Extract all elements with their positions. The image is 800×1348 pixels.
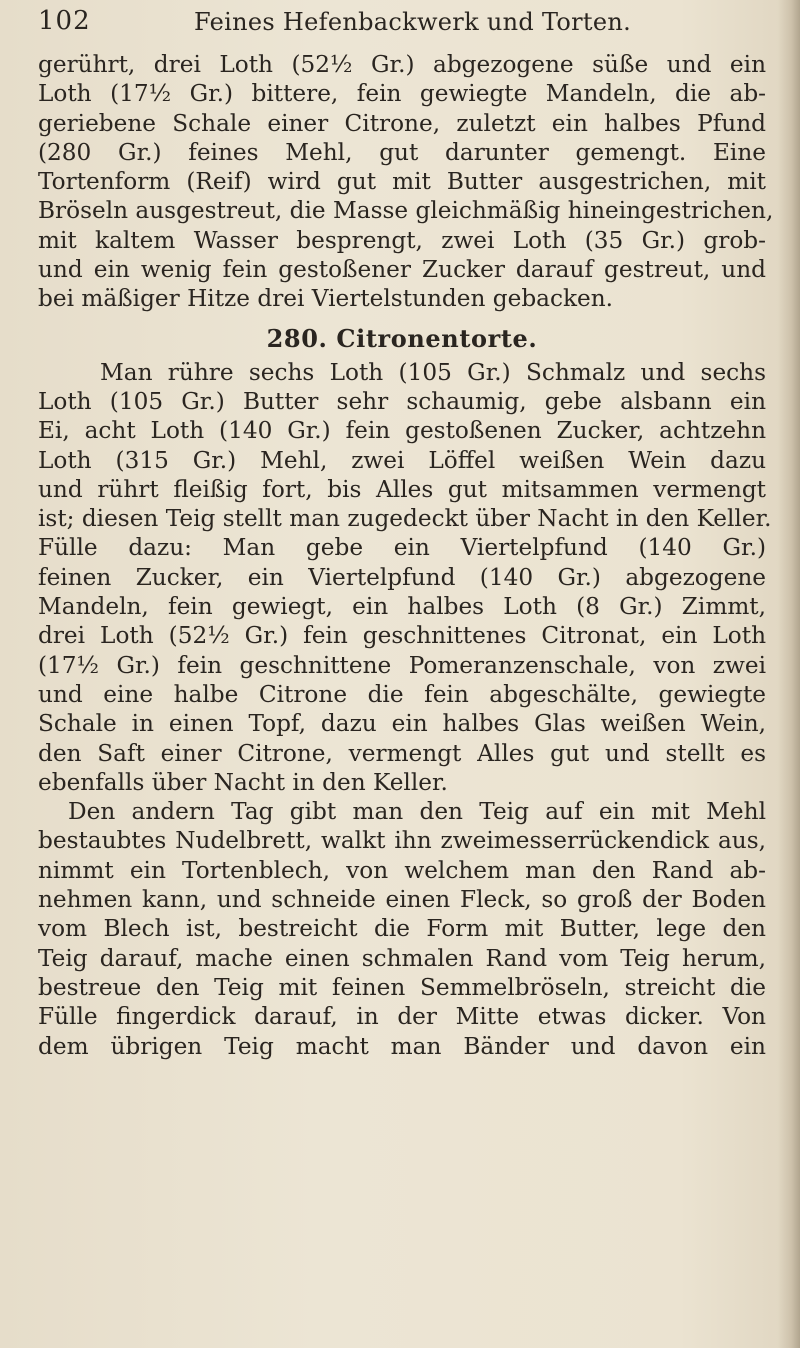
text-line: dem übrigen Teig macht man Bänder und davon ein xyxy=(38,1032,766,1060)
text-line: (17½ Gr.) fein geschnittene Pomeranzenschale, von zwei xyxy=(38,651,766,679)
text-line: Den andern Tag gibt man den Teig auf ein mit Mehl xyxy=(68,798,766,826)
text-line: drei Loth (52½ Gr.) fein geschnittenes Citronat, ein Loth xyxy=(38,622,766,650)
text-line: Teig darauf, mache einen schmalen Rand vom Teig herum, xyxy=(38,944,766,972)
page-number: 102 xyxy=(38,6,91,36)
text-line: gerührt, drei Loth (52½ Gr.) abgezogene süße und ein xyxy=(38,51,766,78)
text-line: Bröseln ausgestreut, die Masse gleichmäßig hineingestrichen, xyxy=(38,197,774,225)
text-line: und ein wenig fein gestoßener Zucker darauf gestreut, und xyxy=(38,256,766,284)
text-line: Fülle dazu: Man gebe ein Viertelpfund (140 Gr.) xyxy=(38,534,766,562)
text-line: Fülle fingerdick darauf, in der Mitte etwas dicker. Von xyxy=(38,1003,766,1031)
text-line: Loth (17½ Gr.) bittere, fein gewiegte Mandeln, die ab- xyxy=(38,80,766,108)
running-head: Feines Hefenbackwerk und Torten. xyxy=(194,8,632,36)
text-line: Tortenform (Reif) wird gut mit Butter ausgestrichen, mit xyxy=(38,168,766,196)
text-line: Schale in einen Topf, dazu ein halbes Glas weißen Wein, xyxy=(38,710,766,738)
recipe-paragraph xyxy=(38,358,772,797)
text-line: nehmen kann, und schneide einen Fleck, so groß der Boden xyxy=(38,886,766,914)
text-line: bestaubtes Nudelbrett, walkt ihn zweimesserrückendick aus, xyxy=(38,827,766,855)
text-line: Loth (315 Gr.) Mehl, zwei Löffel weißen Wein dazu xyxy=(38,446,766,474)
text-line: mit kaltem Wasser besprengt, zwei Loth (35 Gr.) grob- xyxy=(38,226,766,254)
text-line: (280 Gr.) feines Mehl, gut darunter gemengt. Eine xyxy=(38,138,766,166)
text-line: Loth (105 Gr.) Butter sehr schaumig, gebe alsbann ein xyxy=(38,387,766,415)
text-line: bestreue den Teig mit feinen Semmelbröseln, streicht die xyxy=(38,973,766,1001)
text-line: Mandeln, fein gewiegt, ein halbes Loth (8 Gr.) Zimmt, xyxy=(38,593,766,621)
text-line: bei mäßiger Hitze drei Viertelstunden gebacken. xyxy=(38,285,614,313)
text-line: Ei, acht Loth (140 Gr.) fein gestoßenen Zucker, achtzehn xyxy=(38,417,766,445)
text-line: geriebene Schale einer Citrone, zuletzt ein halbes Pfund xyxy=(38,109,766,137)
text-line: nimmt ein Tortenblech, von welchem man den Rand ab- xyxy=(38,856,766,884)
recipe-title: 280. Citronentorte. xyxy=(266,323,538,353)
page-header xyxy=(38,6,768,46)
paragraph-continuation xyxy=(38,50,774,314)
text-line: und rührt fleißig fort, bis Alles gut mitsammen vermengt xyxy=(38,475,766,503)
text-line: den Saft einer Citrone, vermengt Alles gut und stellt es xyxy=(38,739,766,767)
page-edge-shadow xyxy=(778,0,800,1348)
text-line: ist; diesen Teig stellt man zugedeckt über Nacht in den Keller. xyxy=(38,505,772,533)
text-line: vom Blech ist, bestreicht die Form mit Butter, lege den xyxy=(38,915,766,943)
final-paragraph xyxy=(38,797,766,1061)
text-line: und eine halbe Citrone die fein abgeschälte, gewiegte xyxy=(38,680,766,708)
text-line: feinen Zucker, ein Viertelpfund (140 Gr.) abgezogene xyxy=(38,563,766,591)
body-text xyxy=(38,50,774,1061)
text-line: ebenfalls über Nacht in den Keller. xyxy=(38,768,448,796)
text-line: Man rühre sechs Loth (105 Gr.) Schmalz und sechs xyxy=(100,358,766,386)
